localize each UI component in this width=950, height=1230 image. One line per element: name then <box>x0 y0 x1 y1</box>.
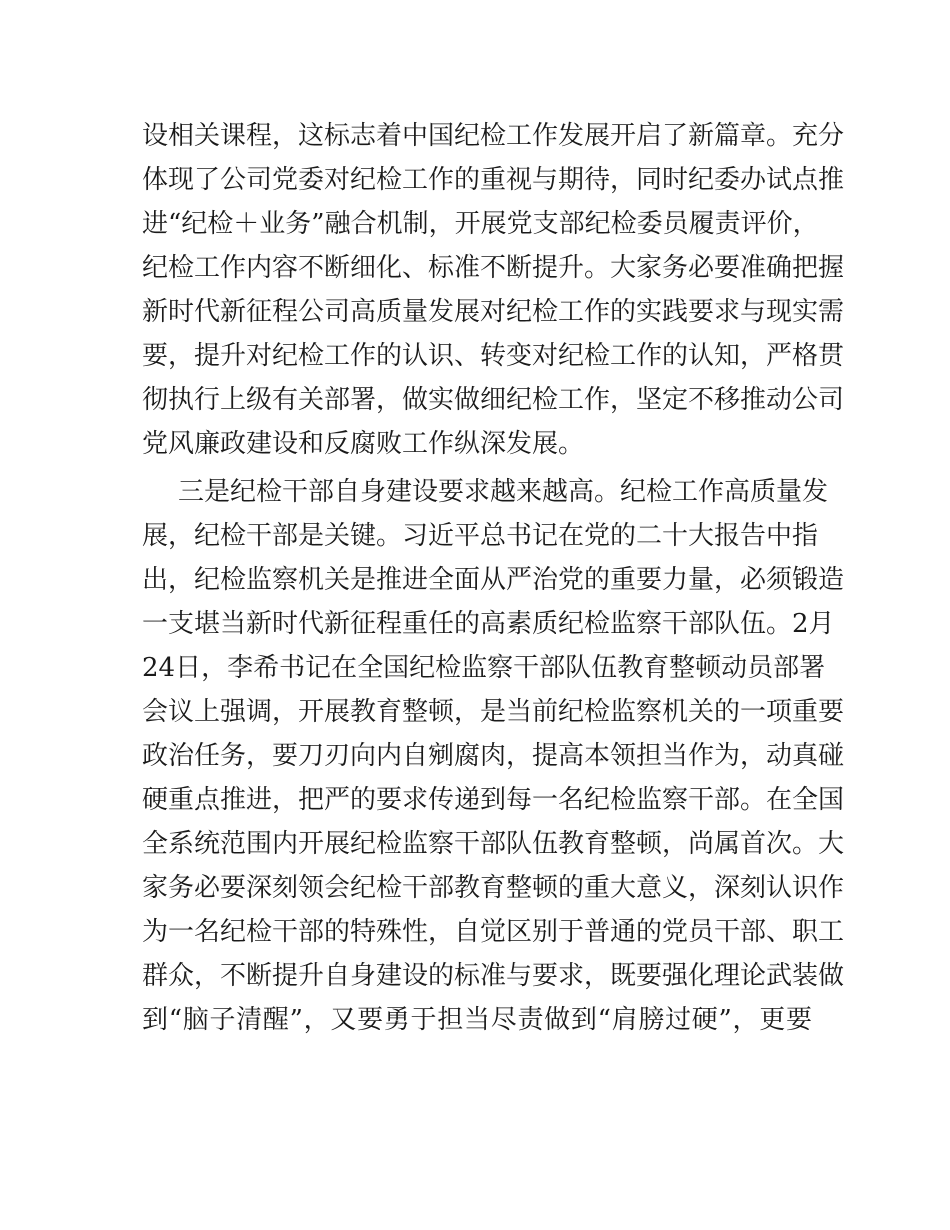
paragraph-2-line-1: 三是纪检干部自身建设要求越来越高。纪检工作高质量发 <box>178 477 829 507</box>
paragraph-2-line-4: 一支堪当新时代新征程重任的高素质纪检监察干部队伍。2月 <box>142 609 835 639</box>
paragraph-2-line-5: 24日，李希书记在全国纪检监察干部队伍教育整顿动员部署 <box>142 653 826 683</box>
paragraph-1-line-3: 进“纪检＋业务”融合机制，开展党支部纪检委员履责评价， <box>142 209 819 239</box>
paragraph-2-line-8: 硬重点推进，把严的要求传递到每一名纪检监察干部。在全国 <box>142 785 845 815</box>
paragraph-2-line-2: 展，纪检干部是关键。习近平总书记在党的二十大报告中指 <box>142 521 819 551</box>
paragraph-1-line-2: 体现了公司党委对纪检工作的重视与期待，同时纪委办试点推 <box>142 165 845 195</box>
paragraph-1-line-6: 要，提升对纪检工作的认识、转变对纪检工作的认知，严格贯 <box>142 341 845 371</box>
paragraph-2-line-13: 到“脑子清醒”，又要勇于担当尽责做到“肩膀过硬”，更要 <box>142 1005 812 1035</box>
paragraph-1-line-7: 彻执行上级有关部署，做实做细纪检工作，坚定不移推动公司 <box>142 385 845 415</box>
paragraph-2-line-9: 全系统范围内开展纪检监察干部队伍教育整顿，尚属首次。大 <box>142 829 845 859</box>
paragraph-2-line-11: 为一名纪检干部的特殊性，自觉区别于普通的党员干部、职工 <box>142 917 845 947</box>
paragraph-2-line-3: 出，纪检监察机关是推进全面从严治党的重要力量，必须锻造 <box>142 565 845 595</box>
paragraph-1-line-4: 纪检工作内容不断细化、标准不断提升。大家务必要准确把握 <box>142 253 845 283</box>
paragraph-2-line-12: 群众，不断提升自身建设的标准与要求，既要强化理论武装做 <box>142 961 845 991</box>
paragraph-1-line-1: 设相关课程，这标志着中国纪检工作发展开启了新篇章。充分 <box>142 121 845 151</box>
paragraph-1-line-5: 新时代新征程公司高质量发展对纪检工作的实践要求与现实需 <box>142 297 845 327</box>
paragraph-1-line-8: 党风廉政建设和反腐败工作纵深发展。 <box>142 429 585 459</box>
paragraph-2-line-7: 政治任务，要刀刃向内自剜腐肉，提高本领担当作为，动真碰 <box>142 741 845 771</box>
paragraph-2-line-6: 会议上强调，开展教育整顿，是当前纪检监察机关的一项重要 <box>142 697 845 727</box>
paragraph-2-line-10: 家务必要深刻领会纪检干部教育整顿的重大意义，深刻认识作 <box>142 873 845 903</box>
